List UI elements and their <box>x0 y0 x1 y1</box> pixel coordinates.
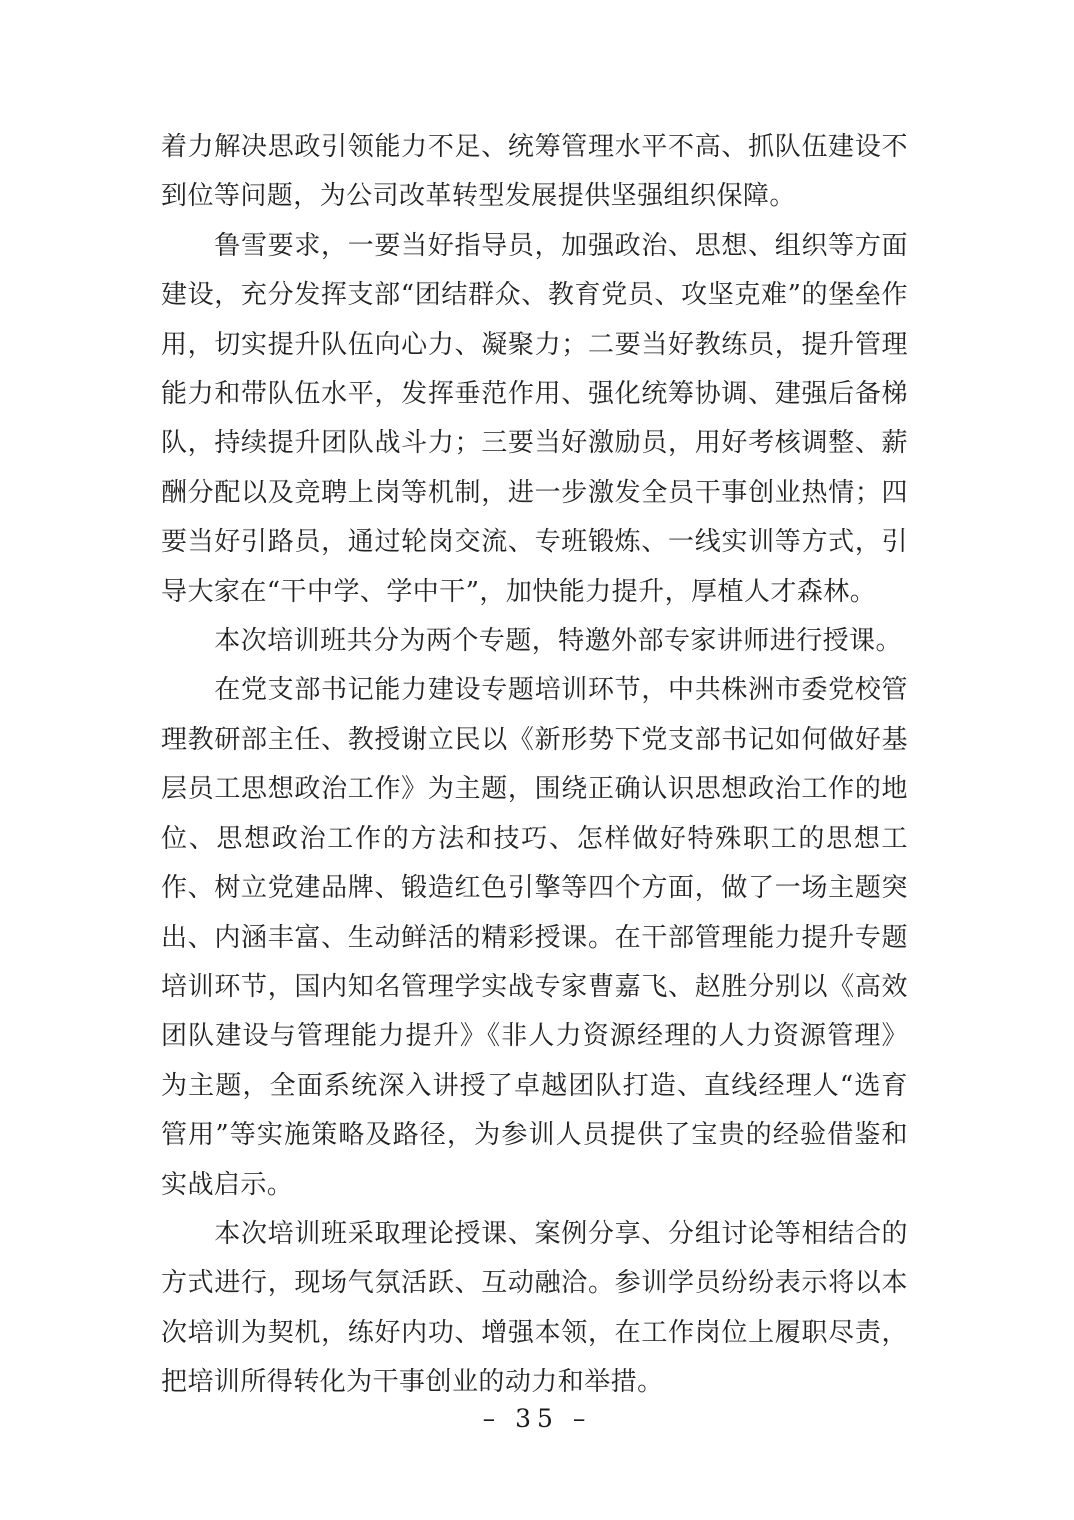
document-body <box>161 123 908 1408</box>
page-number: – 35 – <box>482 1404 592 1433</box>
paragraph-2: 鲁雪要求，一要当好指导员，加强政治、思想、组织等方面建设，充分发挥支部“团结群众、教育党员、攻坚克难”的堡垒作用，切实提升队伍向心力、凝聚力；二要当好教练员，提升管理能力和带队伍水平，发挥垂范作用、强化统筹协调、建强后备梯队，持续提升团队战斗力；三要当好激励员，用好考核调整、薪酬分配以及竞聘上岗等机制，进一步激发全员干事创业热情；四要当好引路员，通过轮岗交流、专班锻炼、一线实训等方式，引导大家在“干中学、学中干”，加快能力提升，厚植人才森林。 <box>161 230 908 607</box>
page-footer <box>0 1404 1074 1433</box>
paragraph-5: 本次培训班采取理论授课、案例分享、分组讨论等相结合的方式进行，现场气氛活跃、互动融洽。参训学员纷纷表示将以本次培训为契机，练好内功、增强本领，在工作岗位上履职尽责，把培训所得转化为干事创业的动力和举措。 <box>161 1218 908 1398</box>
paragraph-3: 本次培训班共分为两个专题，特邀外部专家讲师进行授课。 <box>214 626 902 657</box>
paragraph-1: 着力解决思政引领能力不足、统筹管理水平不高、抓队伍建设不到位等问题，为公司改革转型发展提供坚强组织保障。 <box>161 132 908 212</box>
paragraph-4: 在党支部书记能力建设专题培训环节，中共株洲市委党校管理教研部主任、教授谢立民以《新形势下党支部书记如何做好基层员工思想政治工作》为主题，围绕正确认识思想政治工作的地位、思想政治工作的方法和技巧、怎样做好特殊职工的思想工作、树立党建品牌、锻造红色引擎等四个方面，做了一场主题突出、内涵丰富、生动鲜活的精彩授课。在干部管理能力提升专题培训环节，国内知名管理学实战专家曹嘉飞、赵胜分别以《高效团队建设与管理能力提升》《非人力资源经理的人力资源管理》为主题，全面系统深入讲授了卓越团队打造、直线经理人“选育管用”等实施策略及路径，为参训人员提供了宝贵的经验借鉴和实战启示。 <box>161 675 908 1200</box>
